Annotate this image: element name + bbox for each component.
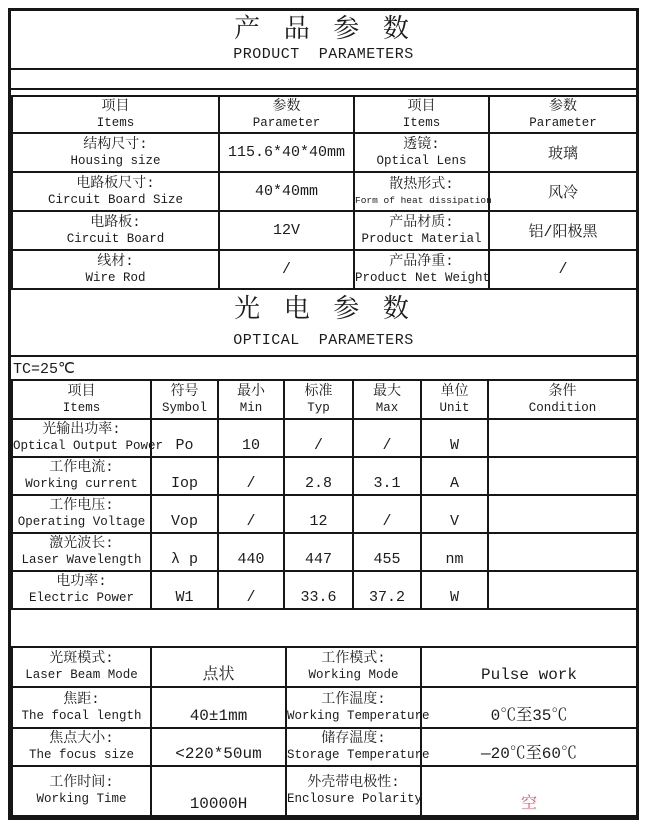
row-label: 焦距: The focal length xyxy=(12,687,151,728)
header-parameter-cn: 参数 xyxy=(272,98,301,115)
product-parameters-table xyxy=(11,95,638,290)
row-label: 储存温度: Storage Temperature xyxy=(286,728,421,765)
product-title-en: PRODUCT PARAMETERS xyxy=(233,46,414,64)
row-label xyxy=(354,172,492,211)
table-row xyxy=(12,647,637,687)
optical-title-en: OPTICAL PARAMETERS xyxy=(233,331,414,349)
label-en: Housing size xyxy=(70,153,161,168)
enclosure-polarity-value: 空 xyxy=(421,766,637,816)
header-cell-unit: 单位 Unit xyxy=(421,380,488,419)
product-parameters-title-block xyxy=(11,11,636,70)
label-en: Optical Lens xyxy=(376,153,467,168)
symbol-value: Iop xyxy=(151,457,218,495)
row-label xyxy=(12,211,219,250)
header-parameter-cn: 参数 xyxy=(549,98,577,115)
header-cell-items: 项目 Items xyxy=(12,380,151,419)
min-value: / xyxy=(218,457,284,495)
header-cell-symbol: 符号 Symbol xyxy=(151,380,218,419)
typ-value: / xyxy=(284,419,353,457)
condition-value xyxy=(488,419,637,457)
label-cn: 产品净重: xyxy=(389,253,454,270)
symbol-value: Vop xyxy=(151,495,218,533)
spacer-row xyxy=(11,70,636,90)
row-label: 工作温度: Working Temperature xyxy=(286,687,421,728)
label-en: Wire Rod xyxy=(85,270,146,285)
optical-title-cn: 光 电 参 数 xyxy=(234,295,413,326)
table-row xyxy=(12,495,637,533)
table-row xyxy=(12,172,637,211)
header-items-cn: 项目 xyxy=(407,98,436,115)
symbol-value: Po xyxy=(151,419,218,457)
unit-value: W xyxy=(421,419,488,457)
row-label xyxy=(12,250,219,289)
max-value: 3.1 xyxy=(353,457,421,495)
header-cell-typ: 标准 Typ xyxy=(284,380,353,419)
label-cn: 电路板尺寸: xyxy=(76,175,155,192)
header-items-en: Items xyxy=(402,115,441,130)
header-cell-max: 最大 Max xyxy=(353,380,421,419)
row-value: 风冷 xyxy=(489,172,637,211)
label-cn: 线材: xyxy=(97,253,134,270)
min-value: 440 xyxy=(218,533,284,571)
row-label: 光斑模式: Laser Beam Mode xyxy=(12,647,151,687)
row-value: 40*40mm xyxy=(219,172,354,211)
min-value: / xyxy=(218,495,284,533)
row-value: 10000H xyxy=(151,766,286,816)
header-cell-parameter-2 xyxy=(489,96,637,133)
optical-parameters-table xyxy=(11,379,638,610)
row-label: 焦点大小: The focus size xyxy=(12,728,151,765)
min-value: / xyxy=(218,571,284,609)
label-cn: 透镜: xyxy=(403,136,440,153)
row-label xyxy=(12,133,219,172)
table-row xyxy=(12,211,637,250)
typ-value: 447 xyxy=(284,533,353,571)
min-value: 10 xyxy=(218,419,284,457)
row-label: 外壳带电极性: Enclosure Polarity xyxy=(286,766,421,816)
row-label: 光输出功率: Optical Output Power xyxy=(12,419,151,457)
condition-value xyxy=(488,457,637,495)
product-title-cn: 产 品 参 数 xyxy=(234,14,413,45)
general-spec-table xyxy=(11,646,638,817)
max-value: / xyxy=(353,419,421,457)
header-cell-items-1 xyxy=(12,96,219,133)
label-en: Form of heat dissipation xyxy=(355,194,492,206)
max-value: 455 xyxy=(353,533,421,571)
unit-value: V xyxy=(421,495,488,533)
table-row xyxy=(12,250,637,289)
row-value: 铝/阳极黑 xyxy=(489,211,637,250)
row-value: / xyxy=(219,250,354,289)
header-cell-condition: 条件 Condition xyxy=(488,380,637,419)
label-en: Circuit Board Size xyxy=(47,192,184,207)
symbol-value: λ p xyxy=(151,533,218,571)
label-cn: 结构尺寸: xyxy=(83,136,148,153)
header-cell-min: 最小 Min xyxy=(218,380,284,419)
symbol-value: W1 xyxy=(151,571,218,609)
label-cn: 散热形式: xyxy=(389,177,454,194)
row-label: 工作电压: Operating Voltage xyxy=(12,495,151,533)
row-value: 40±1mm xyxy=(151,687,286,728)
row-label xyxy=(354,133,489,172)
header-cell-parameter-1 xyxy=(219,96,354,133)
header-parameter-en: Parameter xyxy=(252,115,321,130)
condition-value xyxy=(488,495,637,533)
max-value: / xyxy=(353,495,421,533)
tc-condition-note: TC=25℃ xyxy=(13,361,75,378)
row-label: 电功率: Electric Power xyxy=(12,571,151,609)
row-label: 工作时间: Working Time xyxy=(12,766,151,816)
row-value: Pulse work xyxy=(421,647,637,687)
row-value: 0℃至35℃ xyxy=(421,687,637,728)
header-parameter-en: Parameter xyxy=(529,115,597,130)
typ-value: 12 xyxy=(284,495,353,533)
max-value: 37.2 xyxy=(353,571,421,609)
table-row xyxy=(12,457,637,495)
typ-value: 2.8 xyxy=(284,457,353,495)
row-value: <220*50um xyxy=(151,728,286,765)
header-cell-items-2 xyxy=(354,96,489,133)
spec-sheet-frame xyxy=(8,8,639,820)
header-items-cn: 项目 xyxy=(101,98,130,115)
label-en: Circuit Board xyxy=(66,231,165,246)
row-label: 工作模式: Working Mode xyxy=(286,647,421,687)
label-cn: 电路板: xyxy=(90,214,141,231)
row-value: 12V xyxy=(219,211,354,250)
condition-value xyxy=(488,533,637,571)
optical-parameters-title-block xyxy=(11,290,636,357)
row-value: 点状 xyxy=(151,647,286,687)
row-label xyxy=(354,250,489,289)
header-items-en: Items xyxy=(96,115,135,130)
row-value: —20℃至60℃ xyxy=(421,728,637,765)
unit-value: W xyxy=(421,571,488,609)
row-value: / xyxy=(489,250,637,289)
condition-value xyxy=(488,571,637,609)
row-value: 115.6*40*40mm xyxy=(219,133,354,172)
optical-table-header-row xyxy=(12,380,637,419)
table-row xyxy=(12,533,637,571)
row-label xyxy=(12,172,219,211)
table-row xyxy=(12,766,637,816)
label-cn: 产品材质: xyxy=(389,214,454,231)
unit-value: nm xyxy=(421,533,488,571)
row-label: 工作电流: Working current xyxy=(12,457,151,495)
row-value: 玻璃 xyxy=(489,133,637,172)
row-label xyxy=(354,211,489,250)
product-table-header-row xyxy=(12,96,637,133)
label-en: Product Material xyxy=(361,231,482,246)
typ-value: 33.6 xyxy=(284,571,353,609)
label-en: Product Net Weight xyxy=(355,270,491,285)
spacer-box xyxy=(11,610,636,646)
table-row xyxy=(12,571,637,609)
table-row xyxy=(12,419,637,457)
unit-value: A xyxy=(421,457,488,495)
table-row xyxy=(12,687,637,728)
table-row xyxy=(12,728,637,765)
row-label: 激光波长: Laser Wavelength xyxy=(12,533,151,571)
table-row xyxy=(12,133,637,172)
